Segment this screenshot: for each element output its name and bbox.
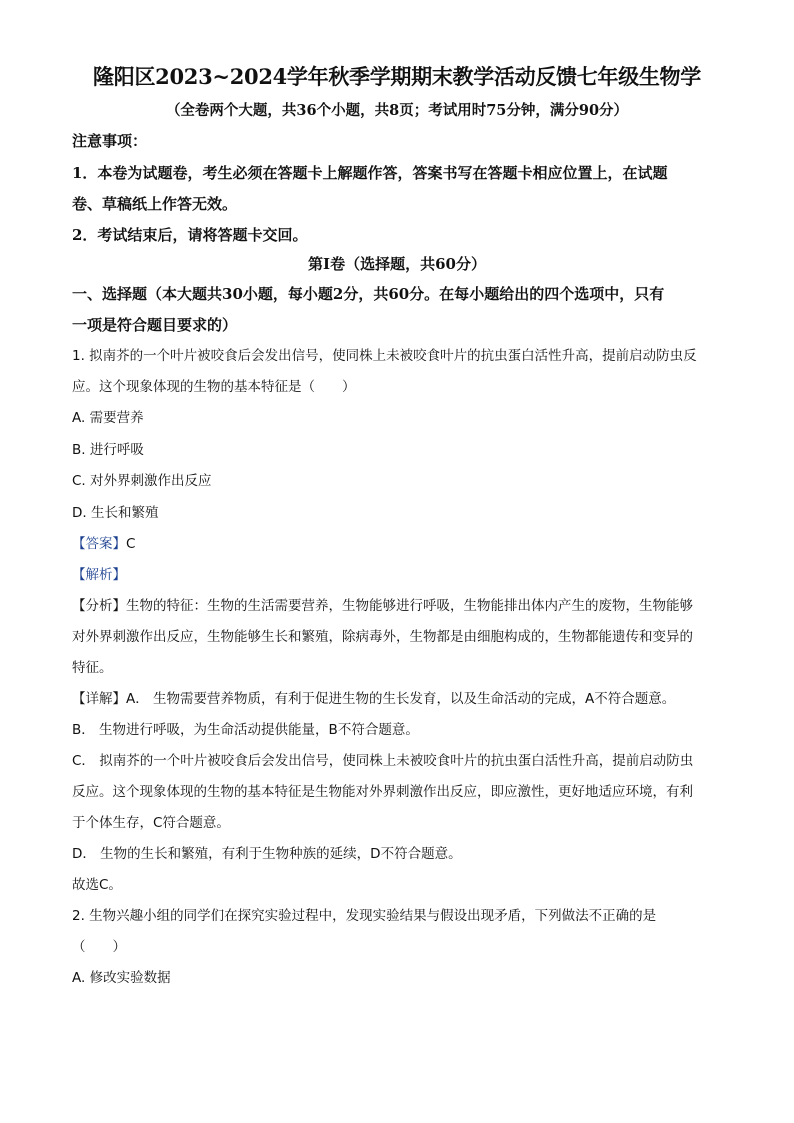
exam-title: 隆阳区2023~2024学年秋季学期期末教学活动反馈七年级生物学: [93, 64, 701, 89]
analysis-line: [72, 560, 722, 591]
question-1: [72, 341, 722, 901]
answer-value: C: [126, 536, 136, 552]
fenxi-text-1: 生物的特征：生物的生活需要营养，生物能够进行呼吸，生物能排出体内产生的废物，生物能够: [126, 598, 693, 614]
fenxi-tag: 【分析】: [72, 598, 126, 614]
exam-page: [72, 62, 722, 995]
notice-heading: 注意事项：: [72, 132, 148, 150]
analysis-tag: 【解析】: [72, 567, 126, 583]
answer-tag: 【答案】: [72, 536, 126, 552]
question-2-option-a: A. 修改实验数据: [72, 970, 171, 986]
detail-line-c-3: 于个体生存，C符合题意。: [72, 815, 230, 831]
detail-a-text: A． 生物需要营养物质，有利于促进生物的生长发育，以及生命活动的完成，A不符合题意。: [126, 691, 676, 707]
question-1-option-d: D. 生长和繁殖: [72, 504, 159, 521]
question-2: [72, 901, 722, 995]
notice-item-2: 2．考试结束后，请将答题卡交回。: [72, 226, 308, 244]
fenxi-line-3: 特征。: [72, 660, 113, 676]
fenxi-line-2: 对外界刺激作出反应，生物能够生长和繁殖，除病毒外，生物都是由细胞构成的，生物都能遗传和变异的: [72, 629, 693, 645]
notice-item-1-line-1: 1．本卷为试题卷，考生必须在答题卡上解题作答，答案书写在答题卡相应位置上，在试题: [72, 164, 668, 182]
detail-line-b: B． 生物进行呼吸，为生命活动提供能量，B不符合题意。: [72, 722, 419, 738]
detail-line-c-2: 反应。这个现象体现的生物的基本特征是生物能对外界刺激作出反应，即应激性，更好地适应环境，有利: [72, 784, 693, 800]
section-instructions-line-2: 一项是符合题目要求的）: [72, 316, 238, 334]
answer-line: [72, 529, 722, 560]
detail-line-d: D． 生物的生长和繁殖，有利于生物种族的延续，D不符合题意。: [72, 846, 462, 862]
question-1-option-c: C. 对外界刺激作出反应: [72, 473, 212, 489]
detail-line-a: [72, 684, 722, 715]
notice-item-1-line-2: 卷、草稿纸上作答无效。: [72, 195, 238, 213]
section-instructions-line-1: 一、选择题（本大题共30小题，每小题2分，共60分。在每小题给出的四个选项中，只有: [72, 285, 665, 303]
question-2-stem-line-1: 2. 生物兴趣小组的同学们在探究实验过程中，发现实验结果与假设出现矛盾，下列做法不正确的是: [72, 908, 657, 924]
conclusion-line: 故选C。: [72, 877, 122, 893]
question-1-stem-line-1: 1. 拟南芥的一个叶片被咬食后会发出信号，使同株上未被咬食叶片的抗虫蛋白活性升高，提前启动防虫反: [72, 348, 697, 364]
fenxi-line-1: [72, 591, 722, 622]
question-1-option-a: A. 需要营养: [72, 410, 144, 426]
exam-subtitle: （全卷两个大题，共36个小题，共8页；考试用时75分钟，满分90分）: [165, 102, 629, 119]
question-1-stem-line-2: 应。这个现象体现的生物的基本特征是（ ）: [72, 379, 356, 395]
question-2-stem-line-2: （ ）: [72, 939, 126, 955]
detail-line-c-1: C． 拟南芥的一个叶片被咬食后会发出信号，使同株上未被咬食叶片的抗虫蛋白活性升高，提前启动防虫: [72, 753, 694, 769]
detail-tag: 【详解】: [72, 691, 126, 707]
question-1-option-b: B. 进行呼吸: [72, 441, 144, 458]
part-heading: 第Ⅰ卷（选择题，共60分）: [308, 255, 486, 273]
